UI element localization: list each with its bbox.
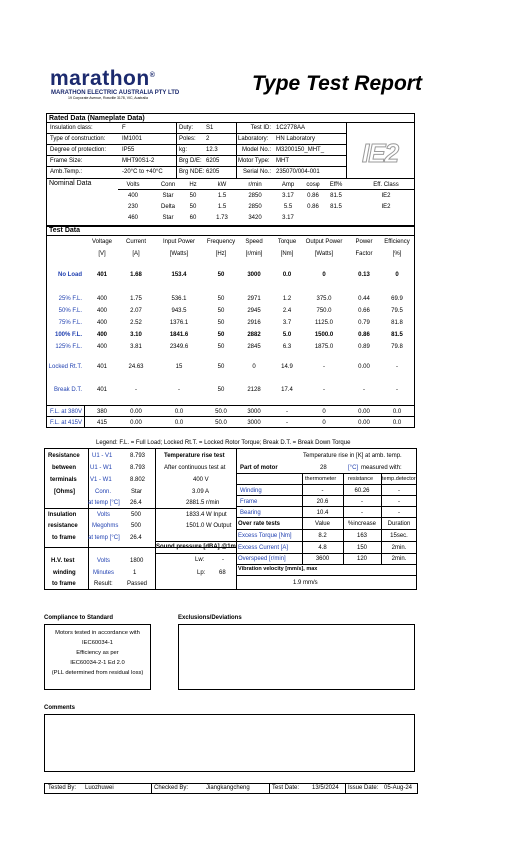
duration-header: Duration	[387, 521, 411, 527]
result-label: Result:	[94, 581, 113, 587]
comments-box	[44, 714, 415, 772]
u1v1-label: U1 - V1	[92, 453, 113, 459]
test-cell: 750.0	[316, 308, 332, 314]
test-cell: 0	[322, 272, 326, 278]
test-cell: 2945	[247, 308, 261, 314]
compliance-line: IEC60034-1	[82, 640, 113, 646]
test-cell: 2.4	[282, 308, 292, 314]
nominal-cell: 5.5	[283, 204, 293, 210]
vibration-label: Vibration velocity [mm/s], max	[238, 566, 318, 572]
kg-label: kg:	[179, 147, 188, 153]
frame-thermo: 20.6	[316, 499, 329, 505]
nominal-cell: 230	[127, 204, 138, 210]
rated-section-title: Rated Data (Nameplate Data)	[49, 115, 145, 122]
test-col-header: Voltage	[91, 239, 113, 245]
test-cell: 401	[96, 364, 107, 370]
test-cell: 50.0	[215, 420, 227, 426]
test-cell: 1841.6	[169, 332, 189, 338]
test-cell: 69.9	[391, 296, 403, 302]
test-cell: 50.0	[215, 409, 227, 415]
insul-volts-label: Volts	[97, 512, 111, 518]
lp-label: Lp:	[197, 570, 206, 576]
test-cell: 50	[217, 296, 225, 302]
test-cell: 0.0	[174, 420, 184, 426]
test-cell: 50	[217, 320, 225, 326]
test-cell: 50	[217, 308, 225, 314]
test-row-label: No Load	[58, 272, 82, 278]
test-cell: 50	[217, 344, 225, 350]
insul-attemp-value: 26.4	[130, 535, 142, 541]
test-cell: 0.79	[358, 320, 370, 326]
nominal-cell: 3.17	[282, 193, 294, 199]
frame-detector: -	[398, 499, 400, 505]
winding-detector: -	[398, 488, 400, 494]
test-cell: 536.1	[171, 296, 187, 302]
company-logo: marathon®	[50, 67, 156, 90]
compliance-line: Motors tested in accordance with	[55, 630, 140, 636]
nominal-header: Eff. Class	[373, 182, 399, 188]
test-cell: 0	[252, 364, 256, 370]
test-cell: 3000	[247, 420, 261, 426]
nominal-cell: 2850	[248, 193, 262, 199]
test-col-header: Efficiency	[384, 239, 410, 245]
resistance-label-3: terminals	[50, 477, 77, 483]
compliance-title: Compliance to Standard	[44, 615, 114, 621]
insulation-value: F	[122, 125, 126, 131]
test-cell: 3.10	[130, 332, 142, 338]
nominal-cell: 3.17	[282, 215, 294, 221]
test-col-header: Power	[355, 239, 373, 245]
test-col-header: Input Power	[162, 239, 196, 245]
overspeed-dur: 2min.	[391, 556, 407, 562]
v1w1-value: 8.802	[130, 477, 146, 483]
checked-by: Jiangkangcheng	[206, 785, 250, 791]
nominal-cell: 0.86	[307, 204, 319, 210]
u1w1-value: 8.793	[130, 465, 146, 471]
temprise-after: After continuous test at	[164, 465, 226, 471]
excess-current-value: 4.8	[318, 545, 327, 551]
serial-value: 235070/004-001	[276, 169, 320, 175]
test-cell: 14.9	[281, 364, 293, 370]
test-cell: 0.0	[392, 420, 402, 426]
test-cell: 3.7	[282, 320, 292, 326]
test-col-unit: [A]	[132, 251, 140, 257]
test-cell: 0.0	[174, 409, 184, 415]
test-cell: 415	[96, 420, 107, 426]
company-name: MARATHON ELECTRIC AUSTRALIA PTY LTD	[51, 90, 180, 96]
excess-current-dur: 2min.	[391, 545, 407, 551]
test-cell: 2971	[247, 296, 261, 302]
company-address: 19 Corporate Avenue, Rowville 3178, VIC, Australia	[68, 96, 148, 100]
motortype-value: MHT	[276, 158, 289, 164]
winding-label: Winding	[240, 488, 262, 494]
pincrease-header: %increase	[347, 521, 376, 527]
nominal-header: Conn	[160, 182, 176, 188]
excess-current-pct: 150	[356, 545, 367, 551]
insulation-test-label-3: to frame	[52, 535, 76, 541]
legend-text: Legend: F.L. = Full Load; Locked Rt.T. = Locked Rotor Torque; Break D.T. = Break Down Torque	[96, 440, 351, 446]
test-cell: 0.89	[358, 344, 370, 350]
test-cell: 0.0	[392, 409, 402, 415]
insulation-label: Insulation class:	[50, 125, 93, 131]
test-cell: -	[323, 387, 325, 393]
test-cell: 15	[175, 364, 183, 370]
test-row-label: Break D.T.	[53, 387, 82, 393]
test-cell: 17.4	[281, 387, 293, 393]
rise-label: Temperature rise in [K] at amb. temp.	[303, 453, 402, 459]
test-cell: -	[286, 420, 288, 426]
u1v1-value: 8.793	[130, 453, 146, 459]
test-cell: 6.3	[282, 344, 292, 350]
nominal-cell: 1.73	[216, 215, 228, 221]
test-cell: 1.68	[130, 272, 142, 278]
test-cell: 2845	[247, 344, 261, 350]
conn-label: Conn.	[95, 489, 112, 495]
test-cell: -	[286, 409, 288, 415]
test-cell: 81.5	[391, 332, 403, 338]
test-cell: -	[396, 387, 398, 393]
nominal-header: Volts	[126, 182, 140, 188]
temprise-volt: 400 V	[193, 477, 209, 483]
resistance-label-4: [Ohms]	[54, 489, 75, 495]
poles-value: 2	[206, 136, 210, 142]
checked-by-label: Checked By:	[154, 785, 189, 791]
test-row-label: Locked Rt.T.	[48, 364, 82, 370]
test-date: 13/5/2024	[312, 785, 339, 791]
excess-torque-label: Excess Torque [Nm]	[238, 533, 292, 539]
test-col-unit: [V]	[98, 251, 106, 257]
test-cell: 400	[96, 308, 107, 314]
bearing-resist: -	[361, 510, 363, 516]
protection-value: IP55	[122, 147, 135, 153]
overspeed-pct: 120	[356, 556, 367, 562]
test-cell: 2.52	[130, 320, 142, 326]
test-col-header: Frequency	[206, 239, 236, 245]
value-header: Value	[315, 521, 330, 527]
v1w1-label: V1 - W1	[90, 477, 112, 483]
test-date-label: Test Date:	[272, 785, 300, 791]
lab-label: Laboratory:	[238, 136, 269, 142]
temprise-rmin: 2881.5 r/min	[186, 500, 220, 506]
excess-torque-pct: 163	[356, 533, 367, 539]
test-col-header: Output Power	[305, 239, 343, 245]
test-cell: 0.00	[130, 409, 142, 415]
amb-label: Amb.Temp.:	[50, 169, 83, 175]
nominal-cell: IE2	[381, 193, 391, 199]
nominal-cell: 2850	[248, 204, 262, 210]
nominal-header: Eff%	[329, 182, 343, 188]
test-cell: 1500.0	[314, 332, 334, 338]
nominal-cell: 3420	[248, 215, 262, 221]
test-cell: 400	[96, 344, 107, 350]
winding-thermo: -	[321, 488, 324, 494]
hv-label-3: to frame	[52, 581, 76, 587]
nominal-cell: 50	[189, 193, 197, 199]
test-cell: 1.2	[282, 296, 292, 302]
nominal-cell: 400	[127, 193, 138, 199]
test-cell: 81.8	[391, 320, 403, 326]
rise-unit: [°C]	[348, 465, 359, 471]
insul-volts-value: 500	[131, 512, 142, 518]
test-cell: 2.07	[130, 308, 142, 314]
test-cell: 79.8	[391, 344, 403, 350]
test-row-label: 75% F.L.	[58, 320, 82, 326]
insul-attemp-label: at temp [°C]	[88, 535, 120, 541]
nominal-cell: 50	[189, 204, 197, 210]
nominal-cell: 460	[127, 215, 138, 221]
frame-label: Frame Size:	[50, 158, 83, 164]
exclusions-title: Exclusions/Deviations	[178, 615, 242, 621]
test-cell: 0.0	[282, 272, 292, 278]
nominal-header: kW	[217, 182, 227, 188]
test-cell: 400	[96, 332, 107, 338]
test-col-unit: Factor	[355, 251, 373, 257]
test-cell: 375.0	[316, 296, 332, 302]
resistance-label: Resistance	[48, 453, 80, 459]
test-cell: 79.5	[391, 308, 403, 314]
test-cell: 2882	[247, 332, 261, 338]
test-cell: -	[323, 364, 325, 370]
test-cell: 3000	[247, 272, 261, 278]
construction-value: IM1001	[122, 136, 143, 142]
test-cell: 2128	[247, 387, 261, 393]
rise-amb: 28	[320, 465, 327, 471]
nominal-cell: IE2	[381, 204, 391, 210]
test-section-title: Test Data	[49, 227, 80, 234]
overspeed-value: 3600	[315, 556, 330, 562]
insulation-test-label: Insulation	[48, 512, 77, 518]
test-row-label: 100% F.L.	[54, 332, 82, 338]
test-cell: 3000	[247, 409, 261, 415]
construction-label: Type of construction:	[50, 136, 106, 142]
overrate-label: Over rate tests	[238, 521, 281, 527]
test-col-header: Current	[125, 239, 146, 245]
test-row-label: 50% F.L.	[58, 308, 82, 314]
compliance-line: (PLL determined from residual loss)	[51, 670, 144, 676]
duty-value: S1	[206, 125, 214, 131]
sound-label: Sound pressure [dBA] @1m	[156, 544, 236, 550]
amb-value: -20°C to +40°C	[122, 169, 163, 175]
duty-label: Duty:	[179, 125, 194, 131]
winding-resist: 60.26	[354, 488, 370, 494]
excess-torque-value: 8.2	[318, 533, 327, 539]
model-value: M3200150_MHT_	[276, 147, 325, 153]
megohms-value: 500	[131, 523, 142, 529]
test-cell: 0.13	[358, 272, 370, 278]
resistance-label-2: between	[52, 465, 77, 471]
test-col-unit: [%]	[392, 251, 402, 257]
test-col-unit: [r/min]	[245, 251, 263, 257]
test-cell: 153.4	[171, 272, 187, 278]
test-cell: 2349.6	[169, 344, 189, 350]
test-row-label: F.L. at 380V	[49, 409, 82, 415]
lab-value: HN Laboratory	[276, 136, 316, 142]
frame-value: MHT90S1-2	[122, 158, 155, 164]
test-row-label: F.L. at 415V	[49, 420, 82, 426]
minutes-label: Minutes	[93, 570, 115, 576]
tested-by-label: Tested By:	[48, 785, 77, 791]
bearing-detector: -	[398, 510, 400, 516]
test-cell: 0.00	[358, 364, 370, 370]
nominal-cell: Delta	[160, 204, 175, 210]
excess-current-label: Excess Current [A]	[238, 545, 289, 551]
test-row-label: 25% F.L.	[58, 296, 82, 302]
test-cell: 943.5	[171, 308, 187, 314]
brgnde-value: 6205	[206, 169, 220, 175]
protection-label: Degree of protection:	[50, 147, 107, 153]
test-col-header: Speed	[245, 239, 263, 245]
hv-label: H.V. test	[51, 558, 75, 564]
part-of-motor: Part of motor	[240, 465, 278, 471]
serial-label: Serial No.:	[242, 169, 271, 175]
nominal-cell: 60	[189, 215, 197, 221]
exclusions-box	[178, 624, 415, 690]
nominal-header: Hz	[189, 182, 197, 188]
attemp-label: at temp [°C]	[88, 500, 120, 506]
test-cell: 50	[217, 364, 225, 370]
nominal-cell: 1.5	[217, 193, 227, 199]
ie2-mark: IE2	[362, 138, 399, 168]
test-cell: 0.66	[358, 308, 370, 314]
compliance-line: Efficiency as per	[76, 650, 119, 656]
vibration-value: 1.9 mm/s	[293, 580, 318, 586]
test-cell: 0	[322, 409, 326, 415]
test-cell: 24.63	[128, 364, 144, 370]
u1w1-label: U1 - W1	[90, 465, 113, 471]
test-cell: -	[363, 387, 365, 393]
nominal-label: Nominal Data	[49, 180, 92, 187]
nominal-header: Amp	[281, 182, 295, 188]
hv-label-2: winding	[53, 570, 76, 576]
test-cell: 400	[96, 320, 107, 326]
conn-value: Star	[131, 489, 143, 495]
test-cell: -	[178, 387, 180, 393]
test-col-unit: [Hz]	[215, 251, 227, 257]
page-title: Type Test Report	[252, 72, 422, 95]
brgde-value: 6205	[206, 158, 220, 164]
excess-torque-dur: 15sec.	[390, 533, 408, 539]
test-cell: 1125.0	[315, 320, 333, 326]
test-col-unit: [Watts]	[169, 251, 189, 257]
test-cell: 380	[96, 409, 107, 415]
nominal-cell: 81.5	[330, 193, 342, 199]
test-cell: 401	[96, 272, 107, 278]
lw-value: -	[222, 557, 224, 563]
temprise-winput: 1833.4 W Input	[186, 512, 227, 518]
test-cell: 1376.1	[169, 320, 189, 326]
test-cell: 0.00	[130, 420, 142, 426]
poles-label: Poles:	[179, 136, 196, 142]
tested-by: Luozhuwei	[85, 785, 114, 791]
frame-resist: -	[361, 499, 363, 505]
nominal-cell: 81.5	[330, 204, 342, 210]
result-value: Passed	[127, 581, 148, 587]
temprise-woutput: 1501.0 W Output	[186, 523, 232, 529]
nominal-cell: 0.86	[307, 193, 319, 199]
nominal-header: cosφ	[306, 182, 320, 188]
test-cell: 2916	[247, 320, 261, 326]
test-cell: -	[135, 387, 137, 393]
overspeed-label: Overspeed [r/min]	[238, 556, 286, 562]
compliance-line: IEC60034-2-1 Ed 2.0	[70, 660, 125, 666]
brgnde-label: Brg NDE:	[179, 169, 205, 175]
testid-label: Test ID:	[250, 125, 271, 131]
issue-date: 05-Aug-24	[384, 785, 413, 791]
test-cell: 0.86	[358, 332, 370, 338]
test-col-unit: [Nm]	[280, 251, 294, 257]
lw-label: Lw:	[195, 557, 205, 563]
col-detector: temp.detector	[382, 476, 416, 482]
test-cell: 1875.0	[314, 344, 334, 350]
test-cell: 3.81	[130, 344, 142, 350]
test-cell: 0	[322, 420, 326, 426]
temprise-amp: 3.09 A	[192, 489, 210, 495]
motortype-label: Motor Type:	[238, 158, 270, 164]
test-cell: 5.0	[282, 332, 292, 338]
test-cell: 50	[217, 387, 225, 393]
test-cell: 0.00	[358, 409, 370, 415]
attemp-value: 26.4	[130, 500, 142, 506]
nominal-cell: 1.5	[217, 204, 227, 210]
lp-value: 68	[219, 570, 226, 576]
comments-title: Comments	[44, 705, 76, 711]
megohms-label: Megohms	[92, 523, 119, 529]
nominal-cell: Star	[162, 193, 174, 199]
col-thermometer: thermometer	[305, 476, 337, 482]
test-col-header: Torque	[277, 239, 297, 245]
nominal-cell: Star	[162, 215, 174, 221]
test-cell: -	[396, 364, 398, 370]
hv-volts-label: Volts	[97, 558, 111, 564]
bearing-label: Bearing	[240, 510, 261, 516]
col-resistance: resistance	[348, 476, 374, 482]
test-cell: 401	[96, 387, 107, 393]
test-cell: 1.75	[130, 296, 142, 302]
kg-value: 12.3	[206, 147, 218, 153]
temprise-title: Temperature rise test	[164, 453, 225, 459]
test-row-label: 125% F.L.	[55, 344, 82, 350]
testid-value: 1C2778AA	[276, 125, 306, 131]
nominal-header: r/min	[248, 182, 262, 188]
test-col-unit: [Watts]	[314, 251, 334, 257]
brgde-label: Brg D/E:	[179, 158, 202, 164]
frame-row-label: Frame	[240, 499, 258, 505]
model-label: Model No.:	[241, 147, 271, 153]
minutes-value: 1	[133, 570, 137, 576]
rise-measured: measured with:	[361, 465, 402, 471]
test-cell: 0	[395, 272, 399, 278]
insulation-test-label-2: resistance	[48, 523, 78, 529]
test-cell: 400	[96, 296, 107, 302]
test-cell: 0.00	[358, 420, 370, 426]
issue-date-label: Issue Date:	[348, 785, 379, 791]
test-cell: 0.44	[358, 296, 370, 302]
test-cell: 50	[217, 332, 225, 338]
hv-volts-value: 1800	[130, 558, 144, 564]
bearing-thermo: 10.4	[316, 510, 329, 516]
test-cell: 50	[217, 272, 225, 278]
